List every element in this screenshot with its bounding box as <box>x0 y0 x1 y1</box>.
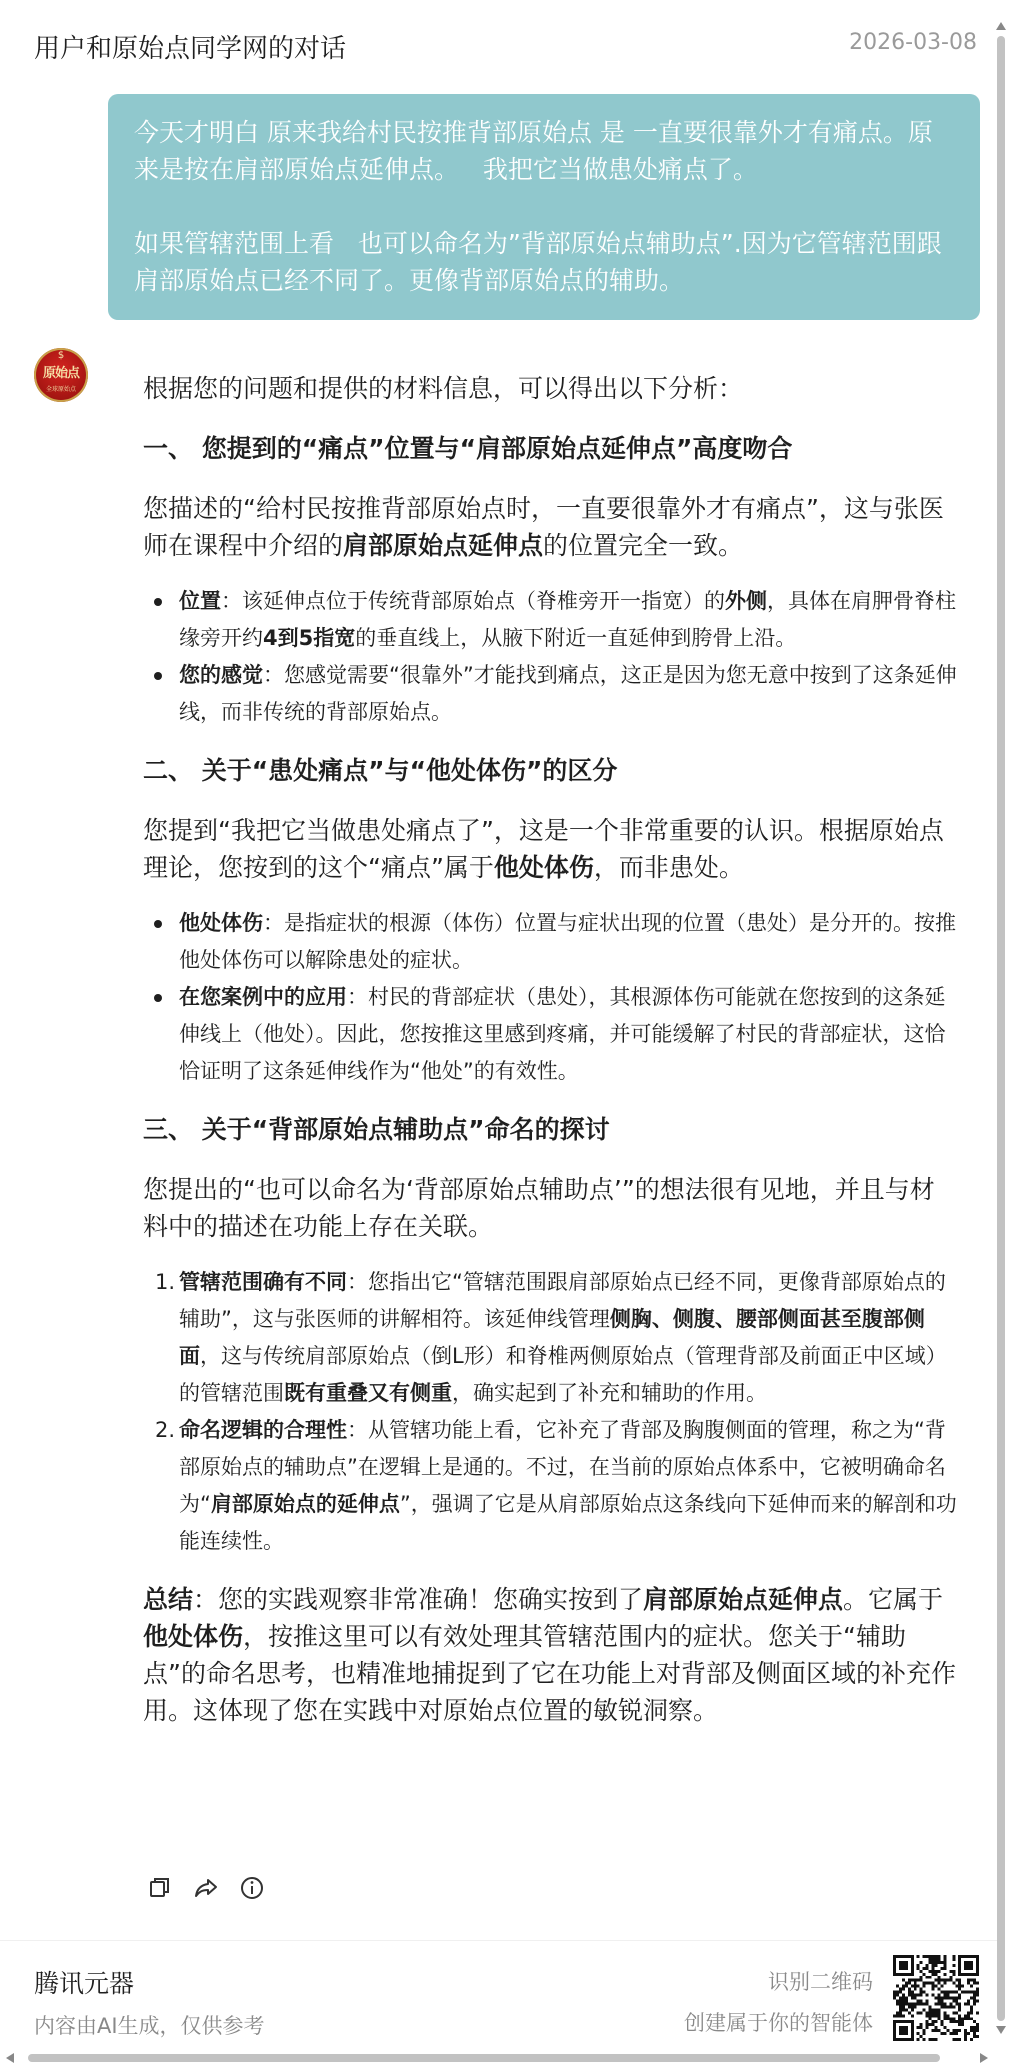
user-message-paragraph-1: 今天才明白 原来我给村民按推背部原始点 是 一直要很靠外才有痛点。原来是按在肩部原始点延伸点。 我把它当做患处痛点了。 <box>134 118 933 184</box>
list-item: 他处体伤：是指症状的根源（体伤）位置与症状出现的位置（患处）是分开的。按推他处体伤可以解除患处的症状。 <box>143 905 959 979</box>
scroll-left-arrow-icon[interactable] <box>6 2053 14 2063</box>
section-2-list <box>143 905 959 1090</box>
section-1-heading: 一、 您提到的“痛点”位置与“肩部原始点延伸点”高度吻合 <box>143 434 793 463</box>
scroll-down-arrow-icon[interactable] <box>996 2026 1006 2034</box>
scroll-up-arrow-icon[interactable] <box>996 22 1006 30</box>
user-message-paragraph-2: 如果管辖范围上看 也可以命名为”背部原始点辅助点”.因为它管辖范围跟肩部原始点已经不同了。更像背部原始点的辅助。 <box>134 229 942 295</box>
answer-intro: 根据您的问题和提供的材料信息，可以得出以下分析： <box>143 374 744 403</box>
conversation-title: 用户和原始点同学网的对话 <box>34 34 347 64</box>
ai-disclaimer: 内容由AI生成，仅供参考 <box>34 2014 265 2038</box>
section-2-paragraph: 您提到“我把它当做患处痛点了”，这是一个非常重要的认识。根据原始点理论，您按到的这个“痛点”属于他处体伤，而非患处。 <box>143 816 944 882</box>
qr-code[interactable] <box>893 1955 979 2041</box>
copy-icon[interactable] <box>146 1874 174 1902</box>
footer-divider <box>0 1940 1000 1941</box>
list-item: 位置：该延伸点位于传统背部原始点（脊椎旁开一指宽）的外侧，具体在肩胛骨脊柱缘旁开约4到5指宽的垂直线上，从腋下附近一直延伸到胯骨上沿。 <box>143 583 959 657</box>
section-2-heading: 二、 关于“患处痛点”与“他处体伤”的区分 <box>143 756 618 785</box>
create-agent-label: 创建属于你的智能体 <box>684 2011 873 2035</box>
qr-label: 识别二维码 <box>768 1970 873 1994</box>
list-item: 在您案例中的应用：村民的背部症状（患处），其根源体伤可能就在您按到的这条延伸线上（他处）。因此，您按推这里感到疼痛，并可能缓解了村民的背部症状，这恰恰证明了这条延伸线作为“他处”的有效性。 <box>143 979 959 1090</box>
assistant-answer <box>143 370 959 1729</box>
brand-name: 腾讯元器 <box>34 1969 135 1998</box>
scroll-right-arrow-icon[interactable] <box>980 2053 988 2063</box>
section-3-list <box>143 1264 959 1560</box>
user-message-bubble <box>108 94 980 320</box>
list-item: 您的感觉：您感觉需要“很靠外”才能找到痛点，这正是因为您无意中按到了这条延伸线，而非传统的背部原始点。 <box>143 657 959 731</box>
conversation-header <box>34 28 977 68</box>
section-1-paragraph: 您描述的“给村民按推背部原始点时，一直要很靠外才有痛点”，这与张医师在课程中介绍的肩部原始点延伸点的位置完全一致。 <box>143 494 944 560</box>
avatar-subtitle: 全球原始点 <box>45 386 76 393</box>
section-1-list <box>143 583 959 731</box>
conversation-date: 2026-03-08 <box>849 30 977 55</box>
horizontal-scroll-thumb[interactable] <box>28 2054 940 2062</box>
section-3-heading: 三、 关于“背部原始点辅助点”命名的探讨 <box>143 1115 610 1144</box>
vertical-scroll-thumb[interactable] <box>997 36 1005 2021</box>
vertical-scrollbar[interactable] <box>996 22 1006 2034</box>
section-3-paragraph: 您提出的“也可以命名为‘背部原始点辅助点’”的想法很有见地，并且与材料中的描述在功能上存在关联。 <box>143 1175 935 1241</box>
avatar-name: 原始点 <box>42 366 79 381</box>
list-item: 1. 管辖范围确有不同：您指出它“管辖范围跟肩部原始点已经不同，更像背部原始点的辅助”，这与张医师的讲解相符。该延伸线管理侧胸、侧腹、腰部侧面甚至腹部侧面，这与传统肩部原始点（倒L形）和脊椎两侧原始点（管理背部及前面正中区域）的管辖范围既有重叠又有侧重，确实起到了补充和辅助的作用。 <box>155 1270 947 1405</box>
assistant-avatar <box>34 348 88 402</box>
share-icon[interactable] <box>192 1874 220 1902</box>
info-icon[interactable] <box>238 1874 266 1902</box>
logo-mark-icon: $ <box>57 350 65 361</box>
horizontal-scrollbar[interactable] <box>6 2052 988 2064</box>
list-item: 2. 命名逻辑的合理性：从管辖功能上看，它补充了背部及胸腹侧面的管理，称之为“背部原始点的辅助点”在逻辑上是通的。不过，在当前的原始点体系中，它被明确命名为“肩部原始点的延伸点”，强调了它是从肩部原始点这条线向下延伸而来的解剖和功能连续性。 <box>155 1418 957 1553</box>
summary-paragraph: 总结：您的实践观察非常准确！您确实按到了肩部原始点延伸点。它属于他处体伤，按推这里可以有效处理其管辖范围内的症状。您关于“辅助点”的命名思考，也精准地捕捉到了它在功能上对背部及侧面区域的补充作用。这体现了您在实践中对原始点位置的敏锐洞察。 <box>143 1585 956 1725</box>
